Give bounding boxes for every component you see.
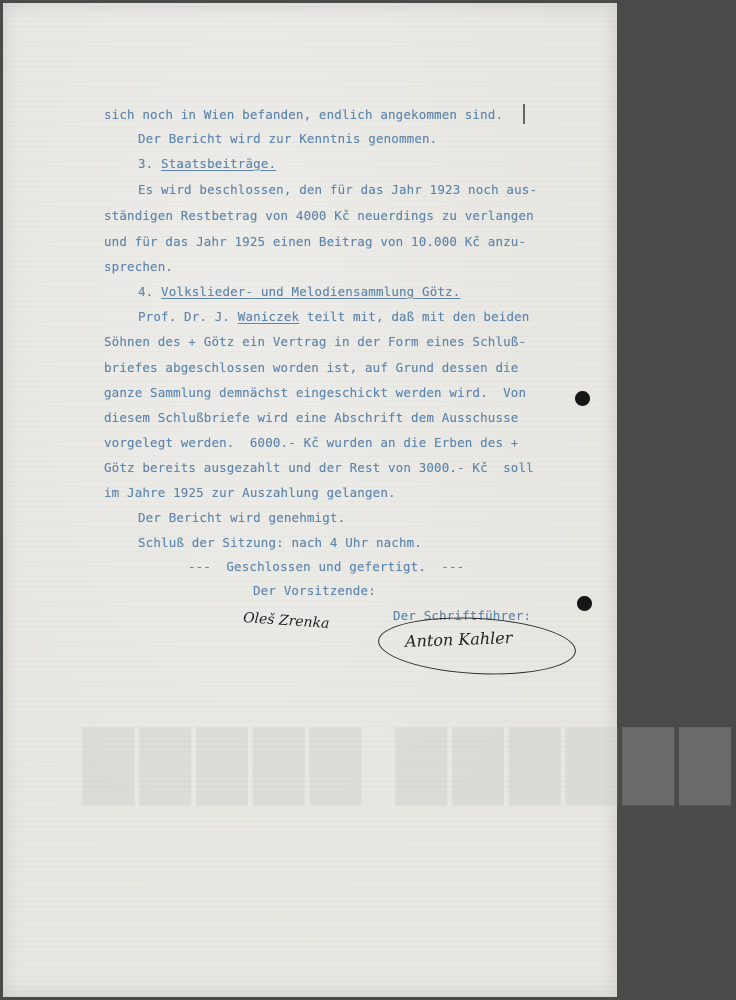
text-line: ganze Sammlung demnächst eingeschickt werden wird. Von	[104, 385, 527, 400]
section-title: Staatsbeiträge.	[161, 156, 277, 171]
secretary-label: Der Schriftführer:	[393, 608, 532, 623]
document-page	[3, 3, 736, 997]
section-heading-4	[138, 284, 460, 300]
text-line: Schluß der Sitzung: nach 4 Uhr nachm.	[138, 535, 422, 550]
chair-signature: Oleš Zrenka	[242, 610, 330, 632]
text-fragment: Prof. Dr. J.	[138, 309, 231, 324]
text-line: sprechen.	[104, 259, 174, 274]
text-line	[138, 309, 529, 325]
text-line: Es wird beschlossen, den für das Jahr 1923 noch aus-	[138, 182, 538, 197]
text-line: diesem Schlußbriefe wird eine Abschrift dem Ausschusse	[104, 410, 519, 425]
text-line: Der Bericht wird genehmigt.	[138, 510, 346, 525]
text-line: im Jahre 1925 zur Auszahlung gelangen.	[104, 485, 396, 500]
section-heading-3	[138, 156, 276, 172]
text-line: Götz bereits ausgezahlt und der Rest von 3000.- Kč soll	[104, 460, 534, 475]
section-number: 4.	[138, 284, 154, 299]
text-line: und für das Jahr 1925 einen Beitrag von 10.000 Kč anzu-	[104, 234, 527, 249]
section-title: Volkslieder- und Melodiensammlung Götz.	[161, 284, 461, 299]
text-line: sich noch in Wien befanden, endlich angekommen sind.	[104, 107, 504, 122]
paper-watermark: █████ ██████	[83, 728, 736, 805]
punch-hole	[575, 391, 590, 406]
text-line: Söhnen des + Götz ein Vertrag in der Form eines Schluß-	[104, 334, 527, 349]
text-line: ständigen Restbetrag von 4000 Kč neuerdings zu verlangen	[104, 208, 534, 223]
chair-label: Der Vorsitzende:	[253, 583, 376, 598]
person-name: Waniczek	[237, 309, 300, 324]
margin-mark	[523, 104, 525, 124]
secretary-signature: Anton Kahler	[404, 628, 513, 651]
punch-hole	[577, 596, 592, 611]
text-fragment: teilt mit, daß mit den beiden	[306, 309, 530, 324]
text-line: Der Bericht wird zur Kenntnis genommen.	[138, 131, 438, 146]
section-number: 3.	[138, 156, 154, 171]
closing-line: --- Geschlossen und gefertigt. ---	[188, 559, 465, 574]
text-line: vorgelegt werden. 6000.- Kč wurden an die Erben des +	[104, 435, 519, 450]
text-line: briefes abgeschlossen worden ist, auf Grund dessen die	[104, 360, 519, 375]
